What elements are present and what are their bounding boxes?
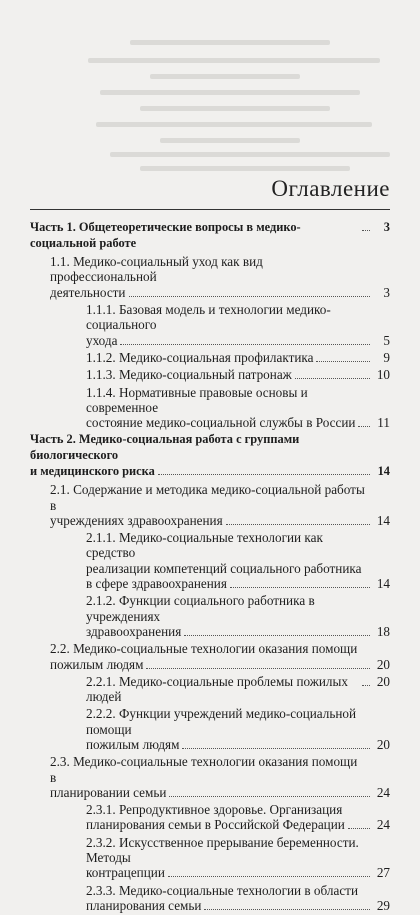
toc-entry-text: и медицинского риска: [30, 463, 155, 478]
toc-entry-text: 2.2.1. Медико-социальные проблемы пожилых людей: [86, 673, 348, 705]
dot-leader: [295, 378, 370, 379]
show-through-line: [160, 138, 300, 143]
toc-entry-text: пожилым людям: [86, 736, 180, 752]
dot-leader: [168, 876, 370, 877]
show-through-line: [96, 122, 372, 127]
page-number: 5: [383, 332, 390, 348]
toc-entry-text: планирования семьи в Российской Федерации: [86, 817, 345, 833]
toc-entry-text: планирования семьи: [86, 897, 202, 913]
dot-leader: [184, 635, 370, 636]
toc-entry-text: 2.1.2. Функции социального работника в учреждениях: [86, 593, 315, 624]
toc-entry-text: ухода: [86, 332, 118, 348]
toc-entry: [30, 530, 390, 591]
toc-part: [30, 220, 390, 251]
toc-entry-text: 1.1.3. Медико-социальный патронаж: [86, 367, 292, 383]
page-number: 14: [376, 512, 390, 528]
toc-part: [30, 432, 390, 479]
toc-entry: [30, 674, 390, 705]
page-number: 10: [376, 367, 390, 383]
title-rule: [30, 209, 390, 210]
toc-entry-text: здравоохранения: [86, 623, 182, 639]
toc-entry-text: в сфере здравоохранения: [86, 576, 227, 592]
toc-entry-text: 2.3.2. Искусственное прерывание беременности. Методы: [86, 834, 359, 866]
page-number: 27: [376, 865, 390, 881]
toc-entry-text: деятельности: [50, 284, 126, 300]
toc-entry-text: учреждениях здравоохранения: [50, 512, 223, 528]
show-through-line: [130, 40, 330, 45]
page-number: 9: [383, 349, 390, 365]
toc-entry: [30, 706, 390, 752]
toc-entry: [30, 367, 390, 382]
page-number: 3: [383, 220, 390, 234]
page-number: 29: [376, 897, 390, 913]
show-through-line: [110, 152, 390, 157]
dot-leader: [226, 524, 370, 525]
toc-entry-text: 1.1.2. Медико-социальная профилактика: [86, 349, 314, 365]
dot-leader: [158, 474, 370, 475]
toc-entry: [30, 482, 390, 528]
show-through-line: [140, 166, 350, 171]
show-through-line: [88, 58, 380, 63]
dot-leader: [362, 230, 370, 231]
dot-leader: [316, 361, 370, 362]
dot-leader: [169, 796, 370, 797]
toc-entry-text: 2.2.2. Функции учреждений медико-социальной помощи: [86, 706, 357, 737]
toc-entry-text: 1.1.4. Нормативные правовые основы и современное: [86, 384, 308, 415]
page-number: 11: [377, 415, 390, 431]
toc-entry-text: 2.1. Содержание и методика медико-социальной работы в: [50, 482, 365, 513]
toc-entry: [30, 835, 390, 881]
page-number: 14: [377, 463, 390, 478]
dot-leader: [182, 748, 370, 749]
page-number: 20: [376, 656, 390, 672]
toc-entry: [30, 350, 390, 365]
toc-entry: [30, 641, 390, 672]
toc-entry: [30, 302, 390, 348]
toc-entry: [30, 802, 390, 833]
toc-entry: [30, 385, 390, 431]
page-number: 20: [376, 673, 390, 689]
toc-entry-text: пожилым людям: [50, 656, 144, 672]
toc-entry-text: 2.1.1. Медико-социальные технологии как средство: [86, 530, 323, 561]
toc-entry-text: 2.3.3. Медико-социальные технологии в области: [86, 882, 358, 898]
page-number: 24: [376, 784, 390, 800]
toc-entry-text: контрацепции: [86, 865, 165, 881]
show-through-text: [0, 0, 420, 178]
dot-leader: [348, 828, 370, 829]
toc-entry-text: 2.3.1. Репродуктивное здоровье. Организация: [86, 802, 343, 818]
toc-entry-text: 1.1.1. Базовая модель и технологии медико-социального: [86, 302, 331, 333]
toc-entry-text: Часть 1. Общетеоретические вопросы в медико-социальной работе: [30, 220, 301, 250]
page-number: 3: [383, 284, 390, 300]
toc-entry: [30, 593, 390, 639]
toc-entry-text: 2.2. Медико-социальные технологии оказания помощи: [50, 641, 358, 657]
show-through-line: [100, 90, 360, 95]
toc-entry: [30, 754, 390, 800]
toc-entry-text: состояние медико-социальной службы в России: [86, 415, 356, 431]
dot-leader: [204, 909, 370, 910]
dot-leader: [129, 296, 371, 297]
table-of-contents: [30, 219, 390, 915]
show-through-line: [140, 106, 330, 111]
dot-leader: [358, 426, 370, 427]
toc-entry: [30, 883, 390, 914]
page-number: 24: [376, 817, 390, 833]
toc-entry: [30, 254, 390, 300]
page-title: Оглавление: [271, 176, 390, 201]
page-number: 18: [376, 623, 390, 639]
dot-leader: [120, 344, 370, 345]
toc-entry-text: 2.3. Медико-социальные технологии оказания помощи в: [50, 754, 358, 785]
page-number: 20: [376, 736, 390, 752]
toc-entry-text: Часть 2. Медико-социальная работа с группами биологического: [30, 432, 300, 463]
toc-entry-text: реализации компетенций социального работника: [86, 560, 362, 576]
toc-entry-text: планировании семьи: [50, 784, 167, 800]
dot-leader: [230, 587, 370, 588]
show-through-line: [150, 74, 300, 79]
toc-entry-text: 1.1. Медико-социальный уход как вид профессиональной: [50, 254, 263, 285]
dot-leader: [146, 668, 370, 669]
page-number: 14: [376, 576, 390, 592]
dot-leader: [362, 685, 370, 686]
